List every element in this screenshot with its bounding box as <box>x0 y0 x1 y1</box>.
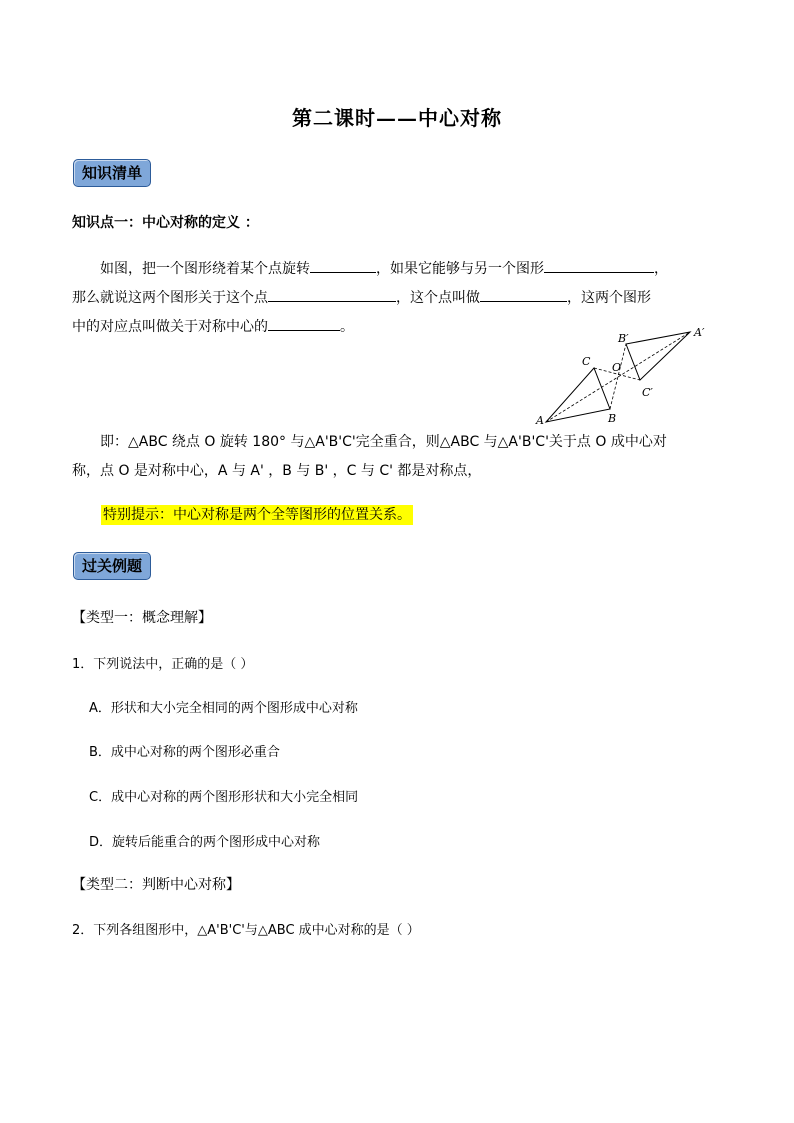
blank-1[interactable] <box>310 258 376 273</box>
def-text-a: 如图，把一个图形绕着某个点旋转 <box>100 261 310 277</box>
central-symmetry-figure <box>534 324 714 424</box>
question-2: 2．下列各组图形中，△A'B'C'与△ABC 成中心对称的是（ ） <box>72 923 420 938</box>
explanation-line-2: 称，点 O 是对称中心，A 与 A' ，B 与 B' ，C 与 C' 都是对称点， <box>72 463 482 479</box>
def-text-e: ，这个点叫做 <box>396 290 480 306</box>
q1-option-d[interactable]: D．旋转后能重合的两个图形成中心对称 <box>89 835 321 850</box>
def-text-d: 那么就说这两个图形关于这个点 <box>72 290 268 306</box>
blank-2[interactable] <box>544 258 654 273</box>
special-hint: 特别提示：中心对称是两个全等图形的位置关系。 <box>103 507 411 523</box>
page-title: 第二课时——中心对称 <box>292 106 502 130</box>
def-text-b: ，如果它能够与另一个图形 <box>376 261 544 277</box>
blank-5[interactable] <box>268 316 340 331</box>
section-badge-knowledge: 知识清单 <box>73 159 151 187</box>
blank-3[interactable] <box>268 287 396 302</box>
type-2-heading: 【类型二：判断中心对称】 <box>72 877 240 893</box>
label-a: A <box>536 414 544 424</box>
knowledge-point-title: 知识点一：中心对称的定义 ： <box>72 215 259 231</box>
label-b: B <box>608 412 617 424</box>
line-b-b1 <box>610 344 626 409</box>
def-text-g: 中的对应点叫做关于对称中心的 <box>72 319 268 335</box>
explanation-line-1: 即：△ABC 绕点 O 旋转 180° 与△A'B'C'完全重合，则△ABC 与△A'B'C'关于点 O 成中心对 <box>100 434 667 450</box>
label-b-prime: B′ <box>618 332 629 345</box>
explanation-paragraph <box>72 428 724 486</box>
triangle-abc <box>546 368 610 422</box>
blank-4[interactable] <box>480 287 567 302</box>
label-a-prime: A′ <box>694 326 705 339</box>
label-c: C <box>582 355 591 368</box>
def-text-c: ， <box>654 261 668 277</box>
q1-option-b[interactable]: B．成中心对称的两个图形必重合 <box>89 745 280 760</box>
question-1: 1．下列说法中，正确的是（ ） <box>72 657 254 672</box>
section-badge-examples: 过关例题 <box>73 552 151 580</box>
def-text-f: ，这两个图形 <box>567 290 651 306</box>
def-text-h: 。 <box>340 319 354 335</box>
label-c-prime: C′ <box>642 386 653 399</box>
type-1-heading: 【类型一：概念理解】 <box>72 610 212 626</box>
label-o: O <box>612 361 622 374</box>
q1-option-a[interactable]: A．形状和大小完全相同的两个图形成中心对称 <box>89 701 358 716</box>
q1-option-c[interactable]: C．成中心对称的两个图形形状和大小完全相同 <box>89 790 359 805</box>
triangle-a1b1c1 <box>626 332 690 380</box>
